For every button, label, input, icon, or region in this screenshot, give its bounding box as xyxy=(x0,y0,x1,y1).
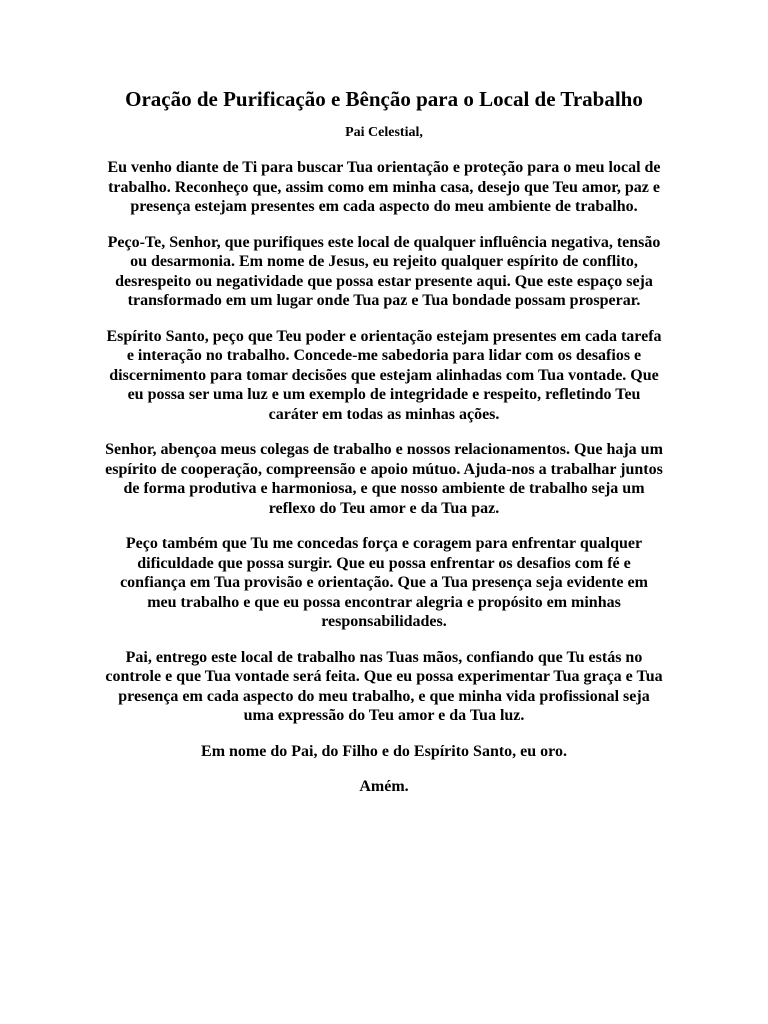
paragraph: Espírito Santo, peço que Teu poder e orientação estejam presentes em cada tarefa e interação no trabalho. Concede-me sabedoria para lidar com os desafios e discernimento para tomar decisões que estejam alinhadas com Tua vontade. Que eu possa ser uma luz e um exemplo de integridade e respeito, refletindo Teu caráter em todas as minhas ações. xyxy=(106,327,662,423)
document-title: Oração de Purificação e Bênção para o Local de Trabalho xyxy=(125,87,643,111)
closing-line: Em nome do Pai, do Filho e do Espírito Santo, eu oro. xyxy=(201,742,567,760)
amen: Amém. xyxy=(359,778,409,795)
paragraph: Peço-Te, Senhor, que purifiques este local de qualquer influência negativa, tensão ou desarmonia. Em nome de Jesus, eu rejeito qualquer espírito de conflito, desrespeito ou negatividade que possa estar presente aqui. Que este espaço seja transformado em um lugar onde Tua paz e Tua bondade possam prosperar. xyxy=(107,233,661,309)
paragraph: Eu venho diante de Ti para buscar Tua orientação e proteção para o meu local de trabalho. Reconheço que, assim como em minha casa, desejo que Teu amor, paz e presença estejam presentes em cada aspecto do meu ambiente de trabalho. xyxy=(107,159,661,215)
document-page xyxy=(104,86,664,813)
salutation: Pai Celestial, xyxy=(345,125,423,140)
paragraph: Senhor, abençoa meus colegas de trabalho e nossos relacionamentos. Que haja um espírito de cooperação, compreensão e apoio mútuo. Ajuda-nos a trabalhar juntos de forma produtiva e harmoniosa, e que nosso ambiente de trabalho seja um reflexo do Teu amor e da Tua paz. xyxy=(105,441,663,517)
paragraph: Peço também que Tu me concedas força e coragem para enfrentar qualquer dificuldade que possa surgir. Que eu possa enfrentar os desafios com fé e confiança em Tua provisão e orientação. Que a Tua presença seja evidente em meu trabalho e que eu possa encontrar alegria e propósito em minhas responsabilidades. xyxy=(120,535,648,630)
paragraph: Pai, entrego este local de trabalho nas Tuas mãos, confiando que Tu estás no controle e que Tua vontade será feita. Que eu possa experimentar Tua graça e Tua presença em cada aspecto do meu trabalho, e que minha vida profissional seja uma expressão do Teu amor e da Tua luz. xyxy=(105,648,663,724)
